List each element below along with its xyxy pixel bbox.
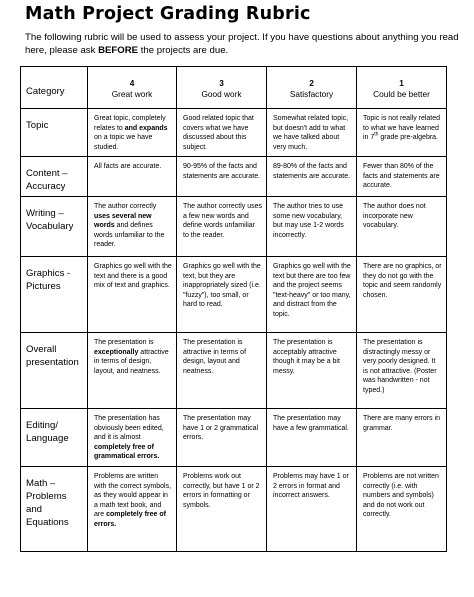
level-header-1 [357, 67, 447, 109]
level-label: Could be better [373, 89, 430, 99]
rubric-table [20, 66, 447, 552]
criteria-text: completely free of errors. [94, 511, 166, 528]
intro-part1: The following rubric will be used to assess your project. If you have questions about anything you read here, please ask [25, 32, 459, 56]
criteria-text: Problems may have 1 or 2 errors in format and incorrect answers. [273, 473, 349, 500]
criteria-text: Graphics go well with the text but there are too few and the project seems "text-heavy" or too many, and distract from the topic. [273, 263, 351, 318]
criteria-text: The presentation is distractingly messy or very poorly designed. It is not attractive. (Poster was handwritten - not typed.) [363, 339, 437, 394]
criteria-cell [88, 109, 177, 157]
criteria-text: 90-95% of the facts and statements are accurate. [183, 163, 261, 180]
criteria-cell [88, 467, 177, 552]
criteria-text: Problems are not written correctly (i.e. with numbers and symbols) and do not work out correctly. [363, 473, 439, 519]
criteria-text: Great topic, completely relates to [94, 115, 166, 132]
criteria-cell [267, 157, 357, 197]
criteria-cell [88, 157, 177, 197]
criteria-text: Topic is not really related to what we have learned in 7 [363, 115, 441, 142]
criteria-text: 89-80% of the facts and statements are accurate. [273, 163, 351, 180]
category-cell: Writing – Vocabulary [21, 197, 88, 257]
criteria-text: grade pre-algebra. [378, 134, 439, 142]
level-score: 2 [309, 78, 314, 88]
criteria-cell [357, 467, 447, 552]
header-row [21, 67, 447, 109]
category-cell: Editing/ Language [21, 409, 88, 467]
criteria-cell [357, 109, 447, 157]
criteria-cell [88, 333, 177, 409]
criteria-cell [357, 409, 447, 467]
criteria-cell [267, 467, 357, 552]
criteria-text: The author does not incorporate new vocabulary. [363, 203, 426, 230]
criteria-text: Fewer than 80% of the facts and statements are accurate. [363, 163, 440, 190]
criteria-text: Somewhat related topic, but doesn't add to what we have talked about very much. [273, 115, 349, 151]
criteria-text: The presentation is [94, 339, 154, 346]
category-header: Category [21, 67, 88, 109]
criteria-cell [267, 257, 357, 333]
category-cell: Overall presentation [21, 333, 88, 409]
criteria-text: The presentation may have 1 or 2 grammatical errors. [183, 415, 259, 442]
level-score: 1 [399, 78, 404, 88]
criteria-cell [267, 409, 357, 467]
criteria-text: The presentation is attractive in terms of design, layout and neatness. [183, 339, 247, 375]
criteria-cell [177, 409, 267, 467]
criteria-cell [177, 197, 267, 257]
criteria-text: The author correctly [94, 203, 157, 210]
rubric-row [21, 257, 447, 333]
criteria-text: and expands [124, 124, 168, 132]
criteria-text: All facts are accurate. [94, 163, 162, 170]
criteria-text: Graphics go well with the text and there is a good mix of text and graphics. [94, 263, 172, 290]
criteria-text: The author tries to use some new vocabulary, but may use 1-2 words incorrectly. [273, 203, 344, 239]
level-label: Great work [111, 89, 153, 99]
criteria-cell [88, 257, 177, 333]
criteria-text: on a topic we have studied. [94, 134, 153, 151]
level-header-3 [177, 67, 267, 109]
page-title: Math Project Grading Rubric [25, 4, 311, 24]
intro-text [25, 31, 470, 57]
level-score: 4 [129, 78, 135, 88]
criteria-text: The presentation may have a few grammatical. [273, 415, 349, 432]
criteria-cell [267, 197, 357, 257]
category-cell: Topic [21, 109, 88, 157]
criteria-text: completely free of grammatical errors. [94, 443, 160, 461]
criteria-cell [357, 157, 447, 197]
level-score: 3 [219, 78, 224, 88]
rubric-row [21, 197, 447, 257]
rubric-row [21, 109, 447, 157]
criteria-text: The author correctly uses a few new words and define words unfamiliar to the reader. [183, 203, 262, 239]
criteria-text: attractive in terms of design, layout, and neatness. [94, 348, 169, 375]
rubric-row [21, 409, 447, 467]
criteria-cell [357, 257, 447, 333]
criteria-text: The presentation is acceptably attractive though it may be a bit messy. [273, 339, 340, 375]
criteria-cell [267, 109, 357, 157]
criteria-text: Graphics go well with the text, but they are inappropriately sized (i.e. "fuzzy"), too small, or hard to read. [183, 263, 261, 309]
criteria-text: Problems are written with the correct symbols, as they would appear in a math text book, and are [94, 473, 172, 519]
criteria-text: Good related topic that covers what we have discussed about this subject. [183, 115, 254, 151]
criteria-cell [267, 333, 357, 409]
level-header-4 [88, 67, 177, 109]
criteria-cell [88, 409, 177, 467]
rubric-row [21, 157, 447, 197]
rubric-row [21, 333, 447, 409]
criteria-cell [357, 197, 447, 257]
criteria-cell [177, 257, 267, 333]
criteria-text: exceptionally [94, 348, 139, 356]
criteria-text: There are many errors in grammar. [363, 415, 441, 432]
criteria-cell [177, 467, 267, 552]
intro-part2: the projects are due. [138, 45, 229, 56]
criteria-text: Problems work out correctly, but have 1 or 2 errors in formatting or symbols. [183, 473, 260, 509]
criteria-text: The presentation has obviously been edited, and it is almost [94, 415, 164, 442]
rubric-row [21, 467, 447, 552]
criteria-cell [357, 333, 447, 409]
criteria-text: uses several new words [94, 212, 152, 230]
level-label: Good work [201, 89, 242, 99]
criteria-text: th [374, 131, 379, 138]
level-header-2 [267, 67, 357, 109]
criteria-cell [88, 197, 177, 257]
category-cell: Graphics - Pictures [21, 257, 88, 333]
level-label: Satisfactory [289, 89, 334, 99]
category-cell: Math – Problems and Equations [21, 467, 88, 552]
criteria-cell [177, 109, 267, 157]
criteria-cell [177, 333, 267, 409]
criteria-cell [177, 157, 267, 197]
criteria-text: and defines words unfamiliar to the reader. [94, 222, 165, 249]
intro-bold: BEFORE [98, 45, 139, 56]
criteria-text: There are no graphics, or they do not go with the topic and seem randomly chosen. [363, 263, 442, 299]
category-cell: Content – Accuracy [21, 157, 88, 197]
